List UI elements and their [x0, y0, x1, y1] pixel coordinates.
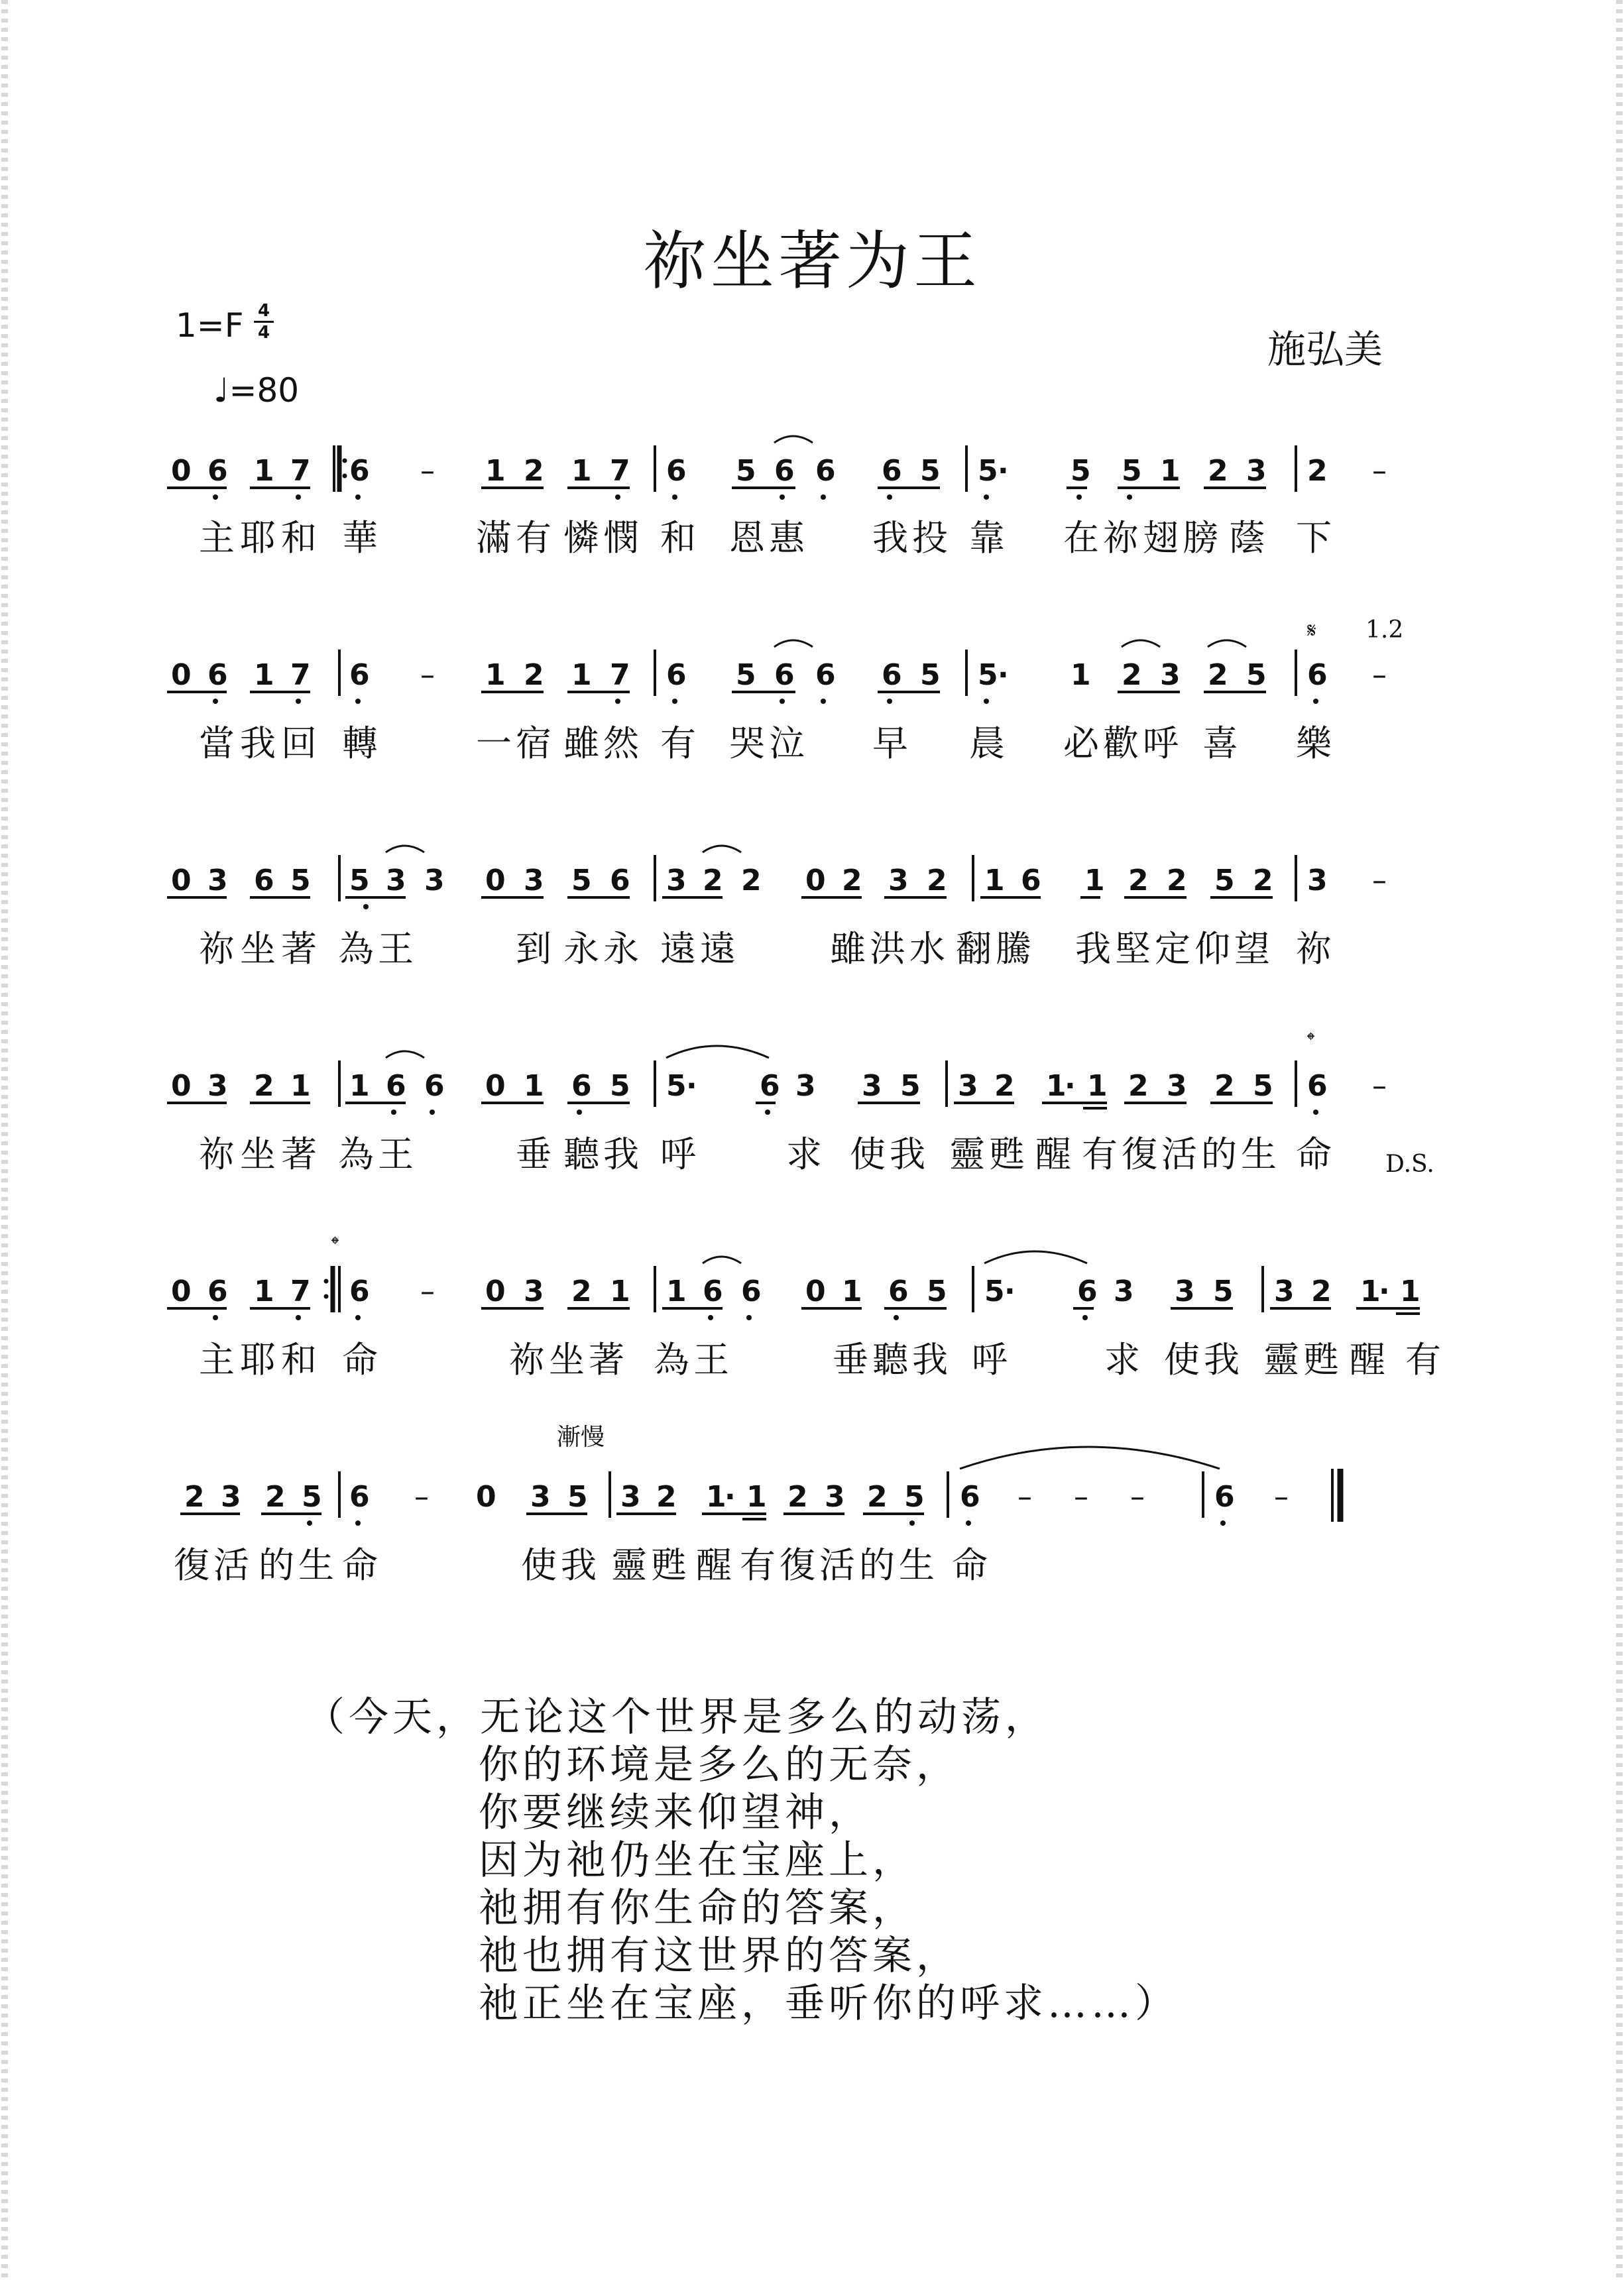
lyric-char: 必 [1063, 722, 1099, 764]
lyric-char: 早 [872, 722, 908, 764]
svg-text:0: 0 [171, 1275, 192, 1308]
svg-text:5: 5 [736, 658, 756, 692]
lyric-char: 樂 [1296, 722, 1332, 764]
lyric-char: 著 [281, 928, 317, 970]
lyric-char: 有 [1082, 1133, 1118, 1175]
score-row-6 [174, 1424, 1340, 1586]
svg-text:2: 2 [1128, 864, 1149, 897]
footer-line: 你要继续来仰望神， [479, 1790, 872, 1836]
lyric-char: 恩 [729, 517, 765, 559]
lyric-char: 有 [1405, 1339, 1441, 1381]
svg-text:6: 6 [882, 454, 902, 488]
svg-text:2: 2 [1253, 864, 1273, 897]
lyric-char: 靈 [1263, 1339, 1299, 1381]
svg-text:6: 6 [424, 1069, 445, 1103]
lyric-char: 祢 [199, 1133, 235, 1175]
lyric-char: 甦 [1303, 1339, 1339, 1381]
lyric-char: 回 [281, 722, 317, 764]
svg-text:2: 2 [703, 864, 723, 897]
svg-text:5: 5 [736, 454, 756, 488]
key-signature: 1=F [176, 306, 244, 345]
lyric-char: 垂 [833, 1339, 868, 1381]
svg-text:5: 5 [1213, 1275, 1234, 1308]
lyric-char: 有 [740, 1544, 776, 1586]
svg-text:0: 0 [171, 864, 192, 897]
svg-text:5: 5 [1122, 454, 1142, 488]
svg-text:0: 0 [476, 1480, 496, 1514]
svg-text:3: 3 [386, 864, 406, 897]
lyric-char: 騰 [996, 928, 1031, 970]
lyric-char: 永 [603, 928, 639, 970]
lyric-char: 我 [890, 1133, 925, 1175]
lyric-char: 的 [259, 1544, 294, 1586]
lyric-char: 在 [1063, 517, 1099, 559]
svg-text:5: 5 [1071, 454, 1091, 488]
svg-text:1: 1 [1046, 1069, 1067, 1103]
volta-label: 1.2 [1365, 616, 1404, 644]
svg-text:–: – [1372, 864, 1387, 897]
svg-text:7: 7 [290, 658, 311, 692]
lyric-char: 活 [1161, 1133, 1197, 1175]
svg-text:1: 1 [1400, 1275, 1421, 1308]
svg-text:6: 6 [1307, 1069, 1328, 1103]
svg-text:2: 2 [524, 658, 544, 692]
lyric-char: 命 [342, 1339, 378, 1381]
svg-text:5: 5 [904, 1480, 925, 1514]
svg-text:6: 6 [1021, 864, 1041, 897]
score-row-5 [167, 1231, 1441, 1381]
svg-text:3: 3 [424, 864, 445, 897]
lyric-char: 靠 [969, 517, 1005, 559]
lyric-char: 晨 [969, 722, 1005, 764]
svg-text:6: 6 [610, 864, 630, 897]
svg-text:3: 3 [862, 1069, 882, 1103]
lyric-char: 復 [174, 1544, 209, 1586]
svg-text:–: – [1372, 658, 1387, 692]
svg-text:2: 2 [842, 864, 862, 897]
lyric-char: 我 [1075, 928, 1111, 970]
lyric-char: 醒 [1035, 1133, 1071, 1175]
footer-line: （今天，无论这个世界是多么的动荡， [305, 1694, 1049, 1740]
svg-text:0: 0 [171, 658, 192, 692]
lyric-char: 下 [1296, 517, 1332, 559]
svg-text:·: · [1004, 1275, 1015, 1308]
svg-text:6: 6 [1077, 1275, 1098, 1308]
svg-text:6: 6 [1307, 658, 1328, 692]
lyric-char: 憐 [563, 517, 599, 559]
svg-text:6: 6 [815, 454, 836, 488]
lyric-char: 坐 [240, 1133, 276, 1175]
svg-text:3: 3 [1160, 658, 1181, 692]
svg-text:1: 1 [1160, 454, 1181, 488]
composer-name: 施弘美 [1267, 327, 1383, 372]
lyric-char: 聽 [872, 1339, 908, 1381]
lyric-char: 到 [516, 928, 551, 970]
svg-text:–: – [1017, 1480, 1032, 1514]
svg-text:3: 3 [958, 1069, 978, 1103]
svg-text:1: 1 [746, 1480, 767, 1514]
svg-text:6: 6 [207, 1275, 228, 1308]
svg-text:6: 6 [774, 454, 795, 488]
lyric-char: 宿 [516, 722, 551, 764]
svg-text:5: 5 [900, 1069, 921, 1103]
svg-text:6: 6 [666, 658, 687, 692]
svg-text:–: – [1372, 1069, 1387, 1103]
svg-text:–: – [1274, 1480, 1289, 1514]
svg-text:1: 1 [485, 454, 506, 488]
lyric-char: 使 [521, 1544, 557, 1586]
lyric-char: 的 [859, 1544, 895, 1586]
lyric-char: 生 [298, 1544, 334, 1586]
lyric-char: 的 [1201, 1133, 1237, 1175]
lyric-char: 歡 [1103, 722, 1139, 764]
svg-text:0: 0 [805, 1275, 826, 1308]
svg-text:1: 1 [254, 454, 274, 488]
lyric-char: 醒 [1350, 1339, 1385, 1381]
lyric-char: 泣 [769, 722, 805, 764]
svg-text:3: 3 [1175, 1275, 1195, 1308]
svg-text:3: 3 [666, 864, 687, 897]
svg-text:6: 6 [349, 1275, 370, 1308]
svg-text:0: 0 [171, 454, 192, 488]
lyric-char: 生 [899, 1544, 935, 1586]
lyric-char: 我 [912, 1339, 948, 1381]
lyric-char: 命 [952, 1544, 988, 1586]
svg-text:2: 2 [994, 1069, 1015, 1103]
lyric-char: 雖 [830, 928, 866, 970]
lyric-char: 我 [1204, 1339, 1240, 1381]
svg-text:2: 2 [1307, 454, 1328, 488]
lyric-char: 靈 [949, 1133, 985, 1175]
svg-text:1: 1 [1084, 864, 1105, 897]
svg-text:2: 2 [741, 864, 762, 897]
svg-text:3: 3 [530, 1480, 551, 1514]
lyric-char: 祢 [1103, 517, 1139, 559]
svg-text:3: 3 [1307, 864, 1328, 897]
lyric-char: 我 [561, 1544, 597, 1586]
svg-text:2: 2 [265, 1480, 286, 1514]
svg-text:·: · [1379, 1275, 1390, 1308]
svg-text:3: 3 [1114, 1275, 1134, 1308]
lyric-char: 有 [660, 722, 696, 764]
svg-text:6: 6 [882, 658, 902, 692]
lyric-char: 復 [780, 1544, 815, 1586]
svg-text:3: 3 [1246, 454, 1267, 488]
svg-text:2: 2 [787, 1480, 808, 1514]
coda-sign: 𝄌 [331, 1231, 339, 1257]
svg-text:–: – [414, 1480, 429, 1514]
svg-text:1: 1 [571, 658, 592, 692]
lyric-char: 坐 [240, 928, 276, 970]
svg-text:3: 3 [1167, 1069, 1187, 1103]
svg-text:5: 5 [1253, 1069, 1273, 1103]
time-signature-bottom: 4 [257, 323, 270, 343]
svg-text:6: 6 [386, 1069, 406, 1103]
svg-text:6: 6 [960, 1480, 980, 1514]
lyric-char: 甦 [989, 1133, 1025, 1175]
svg-text:5: 5 [927, 1275, 947, 1308]
svg-text:·: · [686, 1069, 697, 1103]
lyric-char: 當 [199, 722, 235, 764]
svg-text:–: – [1130, 1480, 1145, 1514]
lyric-char: 我 [240, 722, 276, 764]
lyric-char: 甦 [651, 1544, 687, 1586]
lyric-char: 堅 [1115, 928, 1151, 970]
svg-text:3: 3 [795, 1069, 816, 1103]
svg-text:2: 2 [1208, 658, 1228, 692]
svg-text:6: 6 [349, 1480, 370, 1514]
svg-text:1: 1 [254, 1275, 274, 1308]
lyric-char: 翻 [956, 928, 992, 970]
lyric-char: 然 [603, 722, 639, 764]
svg-text:–: – [420, 1275, 435, 1308]
svg-text:·: · [998, 454, 1009, 488]
lyric-char: 和 [660, 517, 696, 559]
lyric-char: 坐 [549, 1339, 585, 1381]
svg-text:5: 5 [920, 658, 941, 692]
lyric-char: 和 [281, 1339, 317, 1381]
svg-text:7: 7 [290, 1275, 311, 1308]
svg-text:2: 2 [927, 864, 947, 897]
lyric-char: 為 [338, 928, 374, 970]
svg-text:3: 3 [825, 1480, 845, 1514]
lyric-char: 使 [1164, 1339, 1200, 1381]
lyric-char: 主 [199, 1339, 235, 1381]
svg-text:6: 6 [349, 658, 370, 692]
svg-text:5: 5 [290, 864, 311, 897]
footer-line: 你的环境是多么的无奈， [479, 1742, 960, 1788]
svg-text:·: · [998, 658, 1009, 692]
svg-text:6: 6 [207, 658, 228, 692]
svg-text:–: – [1074, 1480, 1088, 1514]
lyric-char: 仰 [1194, 928, 1230, 970]
lyric-char: 哭 [729, 722, 765, 764]
lyric-char: 王 [693, 1339, 729, 1381]
lyric-char: 呼 [1143, 722, 1179, 764]
svg-text:2: 2 [571, 1275, 592, 1308]
svg-text:1: 1 [610, 1275, 630, 1308]
lyric-char: 洪 [870, 928, 905, 970]
svg-text:5: 5 [610, 1069, 630, 1103]
svg-text:2: 2 [1122, 658, 1142, 692]
score-row-3 [167, 846, 1387, 970]
svg-text:6: 6 [774, 658, 795, 692]
svg-text:5: 5 [1214, 864, 1235, 897]
svg-text:6: 6 [207, 454, 228, 488]
tempo-marking: ♩=80 [213, 371, 300, 410]
svg-text:5: 5 [302, 1480, 322, 1514]
svg-text:6: 6 [815, 658, 836, 692]
lyric-char: 垂 [516, 1133, 551, 1175]
svg-text:3: 3 [1274, 1275, 1295, 1308]
svg-text:5: 5 [920, 454, 941, 488]
svg-text:3: 3 [524, 1275, 544, 1308]
svg-text:3: 3 [620, 1480, 641, 1514]
lyric-char: 著 [589, 1339, 624, 1381]
lyric-char: 祢 [199, 928, 235, 970]
footer-note [305, 1693, 1179, 2027]
lyric-char: 命 [1296, 1133, 1332, 1175]
svg-text:3: 3 [207, 1069, 228, 1103]
svg-text:2: 2 [867, 1480, 888, 1514]
svg-text:1: 1 [1071, 658, 1091, 692]
lyric-char: 喜 [1202, 722, 1238, 764]
svg-text:3: 3 [524, 864, 544, 897]
svg-text:3: 3 [888, 864, 909, 897]
lyric-char: 命 [342, 1544, 378, 1586]
lyric-char: 和 [281, 517, 317, 559]
lyric-char: 求 [786, 1133, 822, 1175]
svg-text:1: 1 [485, 658, 506, 692]
lyric-char: 生 [1241, 1133, 1277, 1175]
svg-text:1: 1 [290, 1069, 311, 1103]
svg-text:0: 0 [805, 864, 826, 897]
svg-text:6: 6 [760, 1069, 780, 1103]
lyric-char: 滿 [476, 517, 512, 559]
lyric-char: 遠 [700, 928, 736, 970]
lyric-char: 永 [563, 928, 599, 970]
lyric-char: 王 [378, 1133, 414, 1175]
svg-text:5: 5 [984, 1275, 1005, 1308]
lyric-char: 轉 [342, 722, 378, 764]
lyric-char: 華 [342, 517, 378, 559]
svg-text:1: 1 [254, 658, 274, 692]
svg-text:6: 6 [349, 454, 370, 488]
lyric-char: 惠 [769, 517, 805, 559]
svg-text:2: 2 [524, 454, 544, 488]
lyric-char: 祢 [1296, 928, 1332, 970]
svg-text:5: 5 [349, 864, 370, 897]
score-row-1 [167, 436, 1387, 559]
lyric-char: 求 [1104, 1339, 1140, 1381]
lyric-char: 憫 [603, 517, 639, 559]
svg-text:0: 0 [485, 1069, 506, 1103]
svg-text:7: 7 [290, 454, 311, 488]
svg-text:5: 5 [978, 658, 998, 692]
lyric-char: 翅 [1143, 517, 1179, 559]
svg-text:5: 5 [1246, 658, 1267, 692]
score-row-2 [167, 616, 1403, 764]
segno-sign: 𝄋 [1307, 618, 1316, 643]
svg-text:1: 1 [1360, 1275, 1381, 1308]
footer-line: 因为祂仍坐在宝座上， [479, 1837, 916, 1884]
svg-text:2: 2 [1311, 1275, 1332, 1308]
svg-text:2: 2 [184, 1480, 205, 1514]
lyric-char: 望 [1234, 928, 1270, 970]
lyric-char: 復 [1122, 1133, 1157, 1175]
svg-text:6: 6 [741, 1275, 762, 1308]
lyric-char: 一 [476, 722, 512, 764]
lyric-char: 祢 [509, 1339, 545, 1381]
svg-text:6: 6 [254, 864, 274, 897]
svg-text:2: 2 [1128, 1069, 1149, 1103]
lyric-char: 我 [603, 1133, 639, 1175]
lyric-char: 呼 [660, 1133, 696, 1175]
ds-label: D.S. [1385, 1151, 1434, 1178]
lyric-char: 主 [199, 517, 235, 559]
lyric-char: 我 [872, 517, 908, 559]
lyric-char: 雖 [563, 722, 599, 764]
svg-text:6: 6 [666, 454, 687, 488]
footer-line: 祂正坐在宝座，垂听你的呼求……） [479, 1980, 1179, 2027]
score-row-4 [167, 1027, 1434, 1178]
svg-text:·: · [725, 1480, 736, 1514]
coda-sign: 𝄌 [1307, 1027, 1315, 1053]
lyric-char: 為 [654, 1339, 689, 1381]
svg-text:1: 1 [984, 864, 1005, 897]
lyric-char: 膀 [1183, 517, 1218, 559]
footer-line: 祂拥有你生命的答案， [479, 1885, 916, 1931]
svg-text:6: 6 [888, 1275, 909, 1308]
svg-text:–: – [420, 454, 435, 488]
svg-text:1: 1 [706, 1480, 726, 1514]
svg-text:3: 3 [221, 1480, 241, 1514]
song-title: 祢坐著为王 [643, 224, 981, 298]
svg-text:2: 2 [1167, 864, 1187, 897]
svg-text:–: – [420, 658, 435, 692]
svg-text:6: 6 [571, 1069, 592, 1103]
lyric-char: 投 [912, 517, 948, 559]
lyric-char: 蔭 [1229, 517, 1265, 559]
svg-text:1: 1 [1087, 1069, 1108, 1103]
ritardando-marking: 漸慢 [557, 1424, 605, 1451]
lyric-char: 靈 [611, 1544, 647, 1586]
svg-text:5: 5 [666, 1069, 687, 1103]
lyric-char: 耶 [240, 517, 276, 559]
svg-text:2: 2 [656, 1480, 677, 1514]
lyric-char: 水 [909, 928, 945, 970]
svg-text:1: 1 [524, 1069, 544, 1103]
lyric-char: 活 [213, 1544, 249, 1586]
svg-text:7: 7 [610, 454, 630, 488]
svg-text:0: 0 [485, 1275, 506, 1308]
lyric-char: 著 [281, 1133, 317, 1175]
svg-text:5: 5 [571, 864, 592, 897]
lyric-char: 王 [378, 928, 414, 970]
lyric-char: 醒 [696, 1544, 732, 1586]
svg-text:6: 6 [1214, 1480, 1235, 1514]
svg-text:·: · [1065, 1069, 1076, 1103]
svg-text:1: 1 [349, 1069, 370, 1103]
svg-text:6: 6 [703, 1275, 723, 1308]
svg-text:–: – [1372, 454, 1387, 488]
lyric-char: 聽 [563, 1133, 599, 1175]
lyric-char: 耶 [240, 1339, 276, 1381]
svg-text:1: 1 [842, 1275, 862, 1308]
lyric-char: 定 [1155, 928, 1190, 970]
lyric-char: 使 [850, 1133, 886, 1175]
svg-text:3: 3 [207, 864, 228, 897]
svg-text:1: 1 [571, 454, 592, 488]
svg-text:2: 2 [1208, 454, 1228, 488]
svg-text:2: 2 [1214, 1069, 1235, 1103]
svg-text:7: 7 [610, 658, 630, 692]
svg-text:1: 1 [666, 1275, 687, 1308]
svg-text:2: 2 [254, 1069, 274, 1103]
lyric-char: 遠 [660, 928, 696, 970]
lyric-char: 有 [516, 517, 551, 559]
time-signature-top: 4 [257, 301, 270, 321]
lyric-char: 活 [819, 1544, 855, 1586]
svg-text:0: 0 [171, 1069, 192, 1103]
svg-text:5: 5 [567, 1480, 588, 1514]
svg-text:5: 5 [978, 454, 998, 488]
lyric-char: 為 [338, 1133, 374, 1175]
lyric-char: 呼 [972, 1339, 1008, 1381]
svg-text:0: 0 [485, 864, 506, 897]
footer-line: 祂也拥有这世界的答案， [479, 1933, 960, 1979]
